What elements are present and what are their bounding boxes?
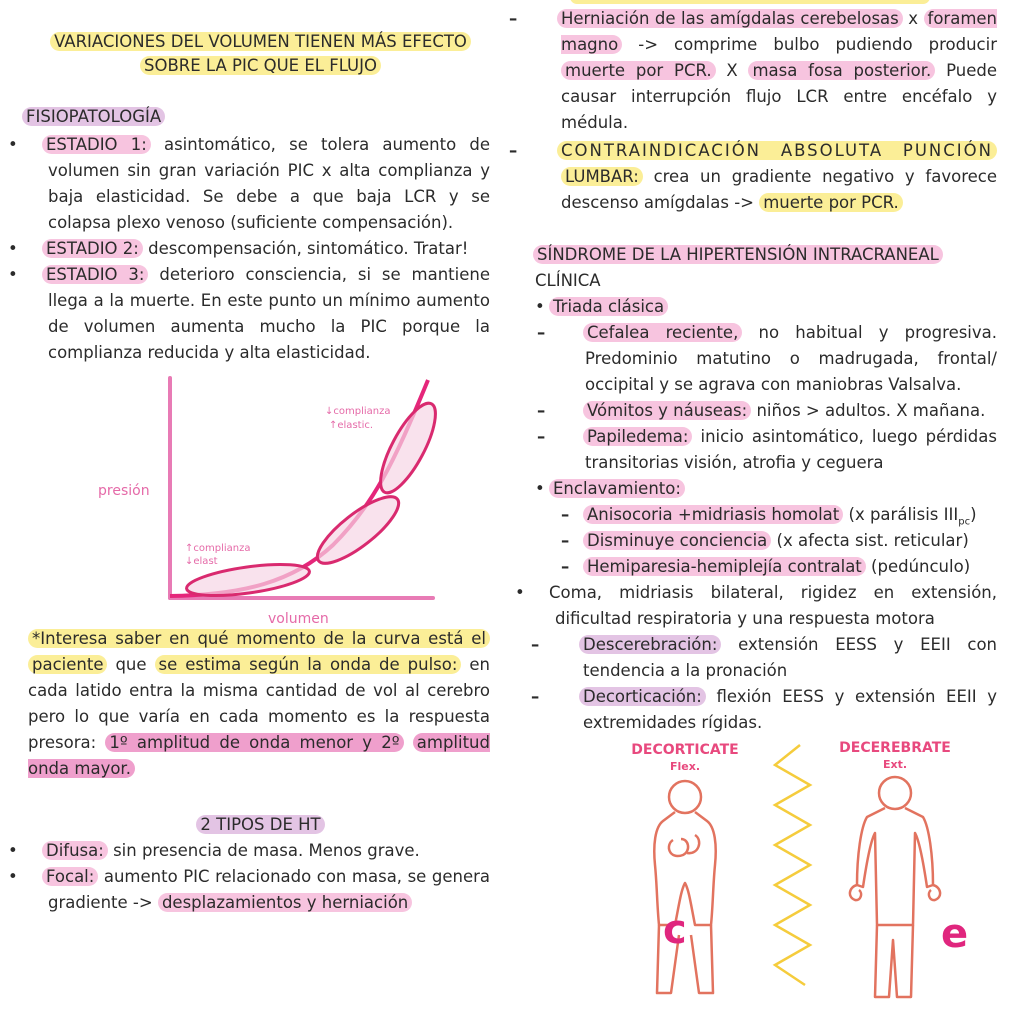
- coma-item: • Coma, midriasis bilateral, rigidez en extensión, dificultad respiratoria y una respuesta motora: [515, 583, 997, 628]
- cefalea-item: – Cefalea reciente, no habitual y progresiva. Predominio matutino o madrugada, frontal/ occipital y se agrava con maniobras Valsalva.: [537, 323, 998, 394]
- note-low-compliance: ↓complianza: [325, 406, 391, 417]
- decorticate-sub: Flex.: [669, 760, 701, 773]
- hemiparesia-item: – Hemiparesia-hemiplejía contralat (pedúnculo): [561, 557, 971, 576]
- pressure-volume-graph: [63, 370, 443, 630]
- anisocoria-item: – Anisocoria +midriasis homolat (x parálisis $III_{pc}$): [561, 505, 977, 528]
- letter-c: c: [663, 907, 687, 953]
- herniacion-item: – Herniación de las amígdalas cerebelosas x foramen magno -> comprime bulbo pudiendo producir muerte por PCR. X masa fosa posterior. Puede causar interrupción flujo LCR entre encéfalo y médula.: [509, 9, 997, 132]
- note-high-elastic: ↑elastic.: [329, 420, 374, 431]
- estadio-3: • ESTADIO 3: deterioro consciencia, si se mantiene llega a la muerte. En este punto un mínimo aumento de volumen aumenta mucho la PIC porque la complianza reducida y alta elasticidad.: [8, 265, 490, 362]
- papiledema-item: – Papiledema: inicio asintomático, luego pérdidas transitorias visión, atrofia y ceguera: [537, 427, 997, 472]
- decorticacion-item: – Decorticación: flexión EESS y extensión EEII y extremidades rígidas.: [531, 687, 998, 732]
- decerebrate-sub: Ext.: [882, 758, 908, 771]
- fisio-title: FISIOPATOLOGÍA: [22, 104, 165, 130]
- x-axis-label: volumen: [268, 611, 329, 627]
- letter-e: e: [941, 911, 969, 957]
- note-high-compliance: ↑complianza: [185, 543, 251, 554]
- decorticate-title: DECORTICATE: [631, 742, 739, 758]
- decorticate-figure: [654, 781, 715, 993]
- triada-item: • Triada clásica: [535, 294, 997, 320]
- sindrome-title: SÍNDROME DE LA HIPERTENSIÓN INTRACRANEAL: [533, 242, 943, 268]
- enclavamiento-item: • Enclavamiento:: [535, 476, 997, 502]
- estadio-2: • ESTADIO 2: descompensación, sintomático. Tratar!: [8, 239, 469, 258]
- cut-off-highlight: [570, 0, 930, 4]
- vomitos-item: – Vómitos y náuseas: niños > adultos. X mañana.: [537, 401, 986, 420]
- posture-figure: [595, 735, 995, 1015]
- y-axis-label: presión: [98, 483, 150, 499]
- note-low-elastic: ↓elast: [185, 556, 218, 567]
- compliance-mid-ellipse: [309, 487, 408, 574]
- tipos-title: 2 TIPOS DE HT: [28, 812, 493, 838]
- interes-paragraph: *Interesa saber en qué momento de la curva está el paciente que se estima según la onda de pulso: en cada latido entra la misma cantidad de vol al cerebro pero lo que varía en cada momento es la respuesta presora: 1º amplitud de onda menor y 2º amplitud onda mayor.: [28, 629, 490, 778]
- focal-item: • Focal: aumento PIC relacionado con masa, se genera gradiente -> desplazamientos y herniación: [8, 867, 490, 912]
- decerebrate-title: DECEREBRATE: [839, 740, 951, 756]
- zigzag-divider: [775, 745, 810, 985]
- intro-note: VARIACIONES DEL VOLUMEN TIENEN MÁS EFECTO SOBRE LA PIC QUE EL FLUJO: [28, 30, 493, 78]
- disminuye-item: – Disminuye conciencia (x afecta sist. reticular): [561, 531, 969, 550]
- estadio-1: • ESTADIO 1: asintomático, se tolera aumento de volumen sin gran variación PIC x alta complianza y baja elasticidad. Se debe a que baja LCR y se colapsa plexo venoso (suficiente compensación).: [8, 135, 491, 232]
- contraindicacion-item: – CONTRAINDICACIÓN ABSOLUTA PUNCIÓN LUMBAR: crea un gradiente negativo y favorece descenso amígdalas -> muerte por PCR.: [509, 141, 998, 212]
- clinica-title: CLÍNICA: [535, 271, 601, 290]
- difusa-item: • Difusa: sin presencia de masa. Menos grave.: [8, 841, 420, 860]
- descerebracion-item: – Descerebración: extensión EESS y EEII con tendencia a la pronación: [531, 635, 998, 680]
- decerebrate-figure: [850, 777, 940, 997]
